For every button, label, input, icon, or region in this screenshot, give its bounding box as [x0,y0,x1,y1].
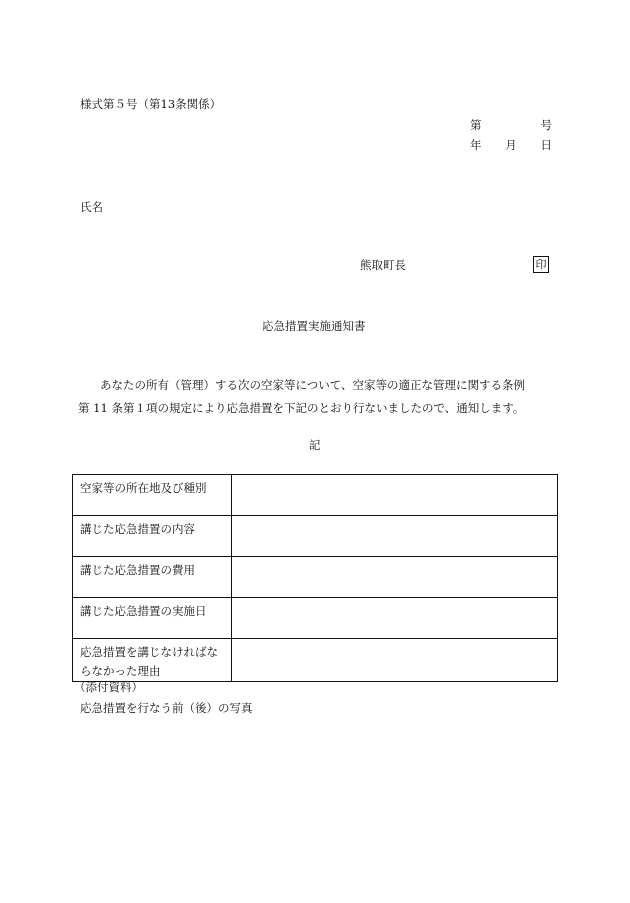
date-day: 日 [540,138,552,152]
row-value [232,516,558,557]
notice-body-line-2: 第 11 条第１項の規定により応急措置を下記のとおり行ないましたので、通知します。 [78,401,525,415]
issue-date [470,137,552,153]
table-row [73,639,558,682]
attachment-heading: （添付資料） [74,680,143,694]
date-month: 月 [505,138,517,152]
row-label [73,639,232,682]
row-label: 講じた応急措置の費用 [73,557,232,598]
row-label-line-1: 応急措置を講じなければな [80,645,218,659]
seal-stamp: 印 [533,256,549,273]
table-row [73,516,558,557]
table-row [73,598,558,639]
date-year: 年 [470,138,482,152]
row-label-line-2: らなかった理由 [80,664,161,678]
row-label: 講じた応急措置の内容 [73,516,232,557]
document-number [470,117,552,133]
row-value [232,475,558,516]
row-value [232,639,558,682]
document-number-prefix: 第 [470,118,482,132]
notice-body-line-1: あなたの所有（管理）する次の空家等について、空家等の適正な管理に関する条例 [100,378,526,392]
row-value [232,557,558,598]
recipient-name-label: 氏名 [80,200,103,214]
table-row [73,557,558,598]
attachment-item: 応急措置を行なう前（後）の写真 [80,701,253,715]
document-number-suffix: 号 [540,118,552,132]
ki-marker: 記 [309,438,321,452]
row-label: 空家等の所在地及び種別 [73,475,232,516]
details-table [72,474,558,682]
issuer-title: 熊取町長 [360,258,406,272]
notice-body [78,374,553,420]
row-label: 講じた応急措置の実施日 [73,598,232,639]
row-value [232,598,558,639]
form-number: 様式第５号（第13条関係） [80,97,222,111]
document-title: 応急措置実施通知書 [262,319,366,333]
table-row [73,475,558,516]
